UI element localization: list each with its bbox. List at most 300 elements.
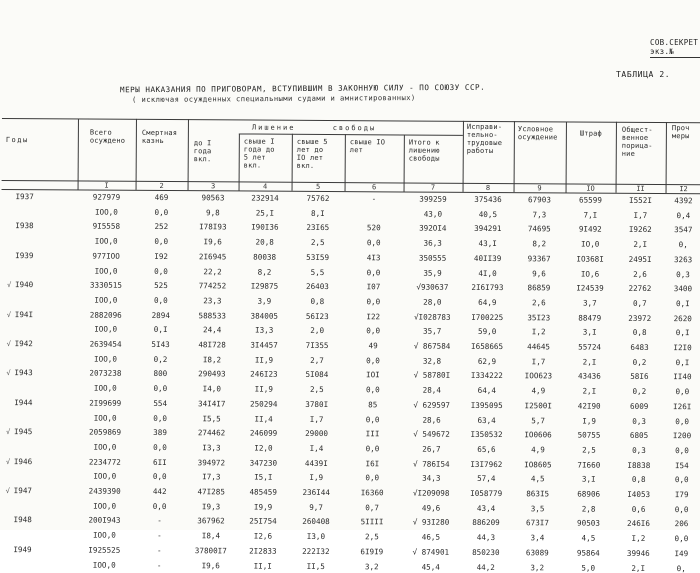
table-cell-count: √ 93I280 xyxy=(401,518,460,527)
header-c6-l2: лет xyxy=(350,146,385,154)
header-c8 xyxy=(467,123,503,155)
table-cell-count: IO8605 xyxy=(512,460,564,469)
table-cell-percent: 0,I xyxy=(665,328,700,337)
table-cell-count: 392OI4 xyxy=(403,224,462,233)
table-cell-count: 485459 xyxy=(237,487,290,496)
header-total-l1: Всего xyxy=(90,129,125,137)
table-cell-count: - xyxy=(344,194,403,203)
year-label xyxy=(6,427,32,436)
table-cell-count: √I028783 xyxy=(403,312,462,321)
year-text: I940 xyxy=(15,280,33,289)
table-cell-percent: - xyxy=(133,531,185,540)
check-mark: √ xyxy=(6,458,14,466)
table-cell-percent: 0,0 xyxy=(664,475,700,484)
table-cell-percent: 36,3 xyxy=(403,239,462,248)
table-cell-count: 9I492 xyxy=(565,225,615,234)
table-cell-count: 260408 xyxy=(289,517,342,526)
stamp-line-2: экз.№ xyxy=(650,47,700,58)
column-numbers-row xyxy=(2,114,700,118)
table-cell-count: 75762 xyxy=(291,194,344,203)
header-c7-l2: лишению xyxy=(409,146,440,154)
table-cell-percent: I2,0 xyxy=(237,443,290,452)
table-cell-percent: IOO,0 xyxy=(76,472,134,481)
table-cell-percent: 0,I xyxy=(665,299,700,308)
table-cell-count: 274462 xyxy=(186,428,237,437)
table-cell-count: √ 549672 xyxy=(402,430,461,439)
table-cell-count: 4I3 xyxy=(344,253,403,262)
table-cell-count: 2439390 xyxy=(76,486,134,495)
table-cell-count: - xyxy=(133,546,185,555)
table-cell-percent: I9,6 xyxy=(187,237,238,246)
table-cell-percent: 2,I xyxy=(615,240,665,249)
table-cell-count: 40II39 xyxy=(462,254,513,263)
table-cell-percent: 0,0 xyxy=(135,296,187,305)
table-cell-count: I350532 xyxy=(461,430,512,439)
table-cell-percent: 0,I xyxy=(664,358,700,367)
column-number: II xyxy=(616,185,666,193)
table-cell-percent: 2,6 xyxy=(513,298,565,307)
table-cell-percent: 59,0 xyxy=(462,327,513,336)
year-label xyxy=(6,398,32,407)
table-cell-percent: I2,6 xyxy=(236,532,289,541)
table-cell-percent: 8,2 xyxy=(513,239,565,248)
header-c7-l3: свободы xyxy=(409,154,440,162)
table-cell-percent: 2,5 xyxy=(290,385,343,394)
header-c8-l3: трудовые xyxy=(467,139,502,147)
table-cell-percent: 25,I xyxy=(238,208,291,217)
column-number: I xyxy=(78,181,136,189)
table-cell-percent: 46,5 xyxy=(401,533,460,542)
table-cell-count: 394972 xyxy=(186,458,237,467)
table-cell-percent: I8,2 xyxy=(186,355,237,364)
table-cell-percent: 0,0 xyxy=(343,385,402,394)
col-divider xyxy=(566,121,567,192)
header-c4 xyxy=(244,137,275,169)
header-c10 xyxy=(580,130,602,138)
table-cell-count: 347230 xyxy=(237,458,290,467)
header-c9 xyxy=(518,125,558,141)
table-cell-percent: I3,3 xyxy=(186,443,237,452)
table-cell-percent: I,2 xyxy=(613,534,663,543)
year-label xyxy=(5,515,31,524)
table-cell-percent: 2,8 xyxy=(564,504,614,513)
table-cell-percent: I3,3 xyxy=(238,326,291,335)
table-cell-count: 25I754 xyxy=(236,517,289,526)
table-cell-count: 55724 xyxy=(565,342,615,351)
table-cell-percent: 3,I xyxy=(564,475,614,484)
table-cell-count: 2I99699 xyxy=(76,398,134,407)
table-cell-percent: 0,2 xyxy=(614,357,664,366)
table-cell-percent: 3,I xyxy=(565,328,615,337)
year-text: I945 xyxy=(14,427,32,436)
table-cell-percent: II,9 xyxy=(237,385,290,394)
table-cell-count: √ 629597 xyxy=(402,400,461,409)
table-cell-count: I2I0 xyxy=(665,343,700,352)
table-cell-percent: 0,8 xyxy=(615,328,665,337)
header-c5 xyxy=(297,138,328,170)
table-cell-percent: 4,5 xyxy=(512,474,564,483)
table-cell-count: I552I xyxy=(615,196,665,205)
year-text: I948 xyxy=(13,515,31,524)
col-divider xyxy=(136,119,137,190)
table-cell-count: I78I93 xyxy=(187,223,238,232)
table-cell-count: 88479 xyxy=(565,313,615,322)
table-cell-count: I22 xyxy=(344,312,403,321)
year-text: I937 xyxy=(15,192,33,201)
table-cell-count: I90I36 xyxy=(238,223,291,232)
table-cell-percent: 9,7 xyxy=(290,502,343,511)
table-cell-percent: IOO,0 xyxy=(77,295,135,304)
table-cell-percent: 3,7 xyxy=(565,298,615,307)
table-cell-count: 93367 xyxy=(513,254,565,263)
check-mark: √ xyxy=(7,340,15,348)
table-cell-percent: 0,0 xyxy=(664,387,700,396)
table-cell-count: I9262 xyxy=(615,225,665,234)
table-cell-percent: I,7 xyxy=(615,210,665,219)
table-cell-percent: 4,9 xyxy=(512,445,564,454)
header-c7-l1: Итого к xyxy=(409,138,440,146)
table-cell-percent: 9,6 xyxy=(513,269,565,278)
table-cell-percent: 65,6 xyxy=(461,445,512,454)
table-cell-percent: II,5 xyxy=(289,561,342,570)
table-cell-percent: I9,6 xyxy=(185,561,236,570)
table-cell-count: I925525 xyxy=(75,545,133,554)
table-cell-count: 3330515 xyxy=(77,281,135,290)
year-text: I939 xyxy=(15,251,33,260)
table-cell-percent: IO,0 xyxy=(565,240,615,249)
table-cell-percent: 5,5 xyxy=(291,267,344,276)
header-c11-l1: Общест- xyxy=(622,126,653,134)
table-cell-percent: I3,0 xyxy=(289,532,342,541)
table-cell-count: 6I9I9 xyxy=(342,547,401,556)
table-cell-percent: IOO,0 xyxy=(76,384,134,393)
table-cell-percent: 45,4 xyxy=(401,562,460,571)
table-cell-percent: 22,2 xyxy=(187,267,238,276)
table-cell-percent: IOO,0 xyxy=(76,442,134,451)
check-mark: √ xyxy=(6,487,14,495)
col-divider xyxy=(666,122,667,193)
table-cell-percent: I,9 xyxy=(290,473,343,482)
table-cell-percent: 35,7 xyxy=(403,327,462,336)
table-cell-percent: IO,6 xyxy=(565,269,615,278)
table-cell-count: 384005 xyxy=(238,311,291,320)
table-cell-percent: 57,4 xyxy=(461,474,512,483)
table-cell-percent: 24,4 xyxy=(187,325,238,334)
table-cell-count: 58I6 xyxy=(614,372,664,381)
table-cell-percent: 4I,0 xyxy=(462,268,513,277)
table-cell-count: 6805 xyxy=(614,431,664,440)
table-cell-count: 5I084 xyxy=(290,370,343,379)
table-cell-count: 5I43 xyxy=(135,340,187,349)
header-c12-l1: Проч xyxy=(672,124,690,132)
table-cell-percent: 0,0 xyxy=(134,413,186,422)
table-cell-count: 85 xyxy=(343,400,402,409)
column-number: I2 xyxy=(666,185,700,193)
table-cell-percent: 62,9 xyxy=(461,356,512,365)
table-cell-count: 206 xyxy=(663,519,699,528)
table-cell-percent: 3,5 xyxy=(512,504,564,513)
header-death-l1: Смертная xyxy=(142,129,177,137)
table-cell-count: √ 58780I xyxy=(402,371,461,380)
table-cell-count: 2882096 xyxy=(77,310,135,319)
table-cell-count: 673I7 xyxy=(511,519,563,528)
table-cell-percent: 0,0 xyxy=(134,384,186,393)
table-cell-percent: 0,0 xyxy=(343,356,402,365)
page-subtitle: ( исключая осужденных специальными судами и амнистированных) xyxy=(132,93,416,104)
table-top-rule xyxy=(2,118,700,123)
table-cell-count: 222I32 xyxy=(289,547,342,556)
table-cell-count: 3780I xyxy=(290,400,343,409)
table-cell-percent: II,4 xyxy=(237,414,290,423)
table-cell-percent: 0,0 xyxy=(343,444,402,453)
header-c4-l4: вкл. xyxy=(244,161,275,169)
table-cell-count: 90503 xyxy=(563,519,613,528)
col-divider xyxy=(463,121,464,192)
header-years: Годы xyxy=(6,136,29,144)
table-cell-count: 42I90 xyxy=(564,401,614,410)
table-cell-percent: 2,I xyxy=(613,563,663,572)
table-cell-percent: 32,8 xyxy=(402,356,461,365)
table-cell-count: 56I23 xyxy=(291,311,344,320)
year-label xyxy=(6,457,32,466)
table-cell-percent: 0,0 xyxy=(134,443,186,452)
table-cell-count: I49 xyxy=(663,549,699,558)
table-cell-count: 2234772 xyxy=(76,457,134,466)
check-mark: √ xyxy=(7,311,15,319)
table-cell-count: 49 xyxy=(344,341,403,350)
table-cell-count: 520 xyxy=(344,223,403,232)
table-cell-count: 246I23 xyxy=(237,370,290,379)
table-cell-percent: I5,5 xyxy=(186,414,237,423)
table-cell-count: 4439I xyxy=(290,458,343,467)
table-cell-percent: 0,0 xyxy=(664,505,700,514)
header-c9-l1: Условное xyxy=(518,125,558,133)
table-cell-count: 22762 xyxy=(615,284,665,293)
table-cell-count: 2I6I793 xyxy=(462,283,513,292)
table-cell-percent: IOO,0 xyxy=(76,413,134,422)
table-cell-count: 86859 xyxy=(513,283,565,292)
header-c11 xyxy=(622,126,653,158)
header-c11-l3: порица- xyxy=(622,142,653,150)
header-c3-l1: до I xyxy=(194,139,212,147)
table-cell-percent: 0,0 xyxy=(663,534,699,543)
header-c8-l1: Исправи- xyxy=(467,123,502,131)
table-cell-count: 554 xyxy=(134,399,186,408)
table-cell-count: 850230 xyxy=(460,548,511,557)
year-text: I944 xyxy=(14,398,32,407)
header-lishenie: Лишение свободы xyxy=(252,124,376,133)
table-cell-count: 232914 xyxy=(238,193,291,202)
table-cell-count: 39946 xyxy=(613,549,663,558)
table-cell-percent: 0,0 xyxy=(135,208,187,217)
table-cell-count: 7I355 xyxy=(291,341,344,350)
table-cell-percent: 3,4 xyxy=(511,533,563,542)
table-cell-count: 5IIII xyxy=(342,517,401,526)
table-cell-count: 290493 xyxy=(186,370,237,379)
table-cell-count: I6I xyxy=(343,459,402,468)
table-cell-percent: 4,9 xyxy=(512,386,564,395)
table-cell-count: I92 xyxy=(135,252,187,261)
table-cell-count: 977IOO xyxy=(77,251,135,260)
table-cell-count: 3547 xyxy=(665,225,700,234)
header-c7 xyxy=(409,138,440,162)
year-text: I938 xyxy=(15,221,33,230)
table-cell-count: 23I65 xyxy=(291,223,344,232)
table-cell-count: 6483 xyxy=(615,343,665,352)
year-label xyxy=(6,368,32,377)
year-label xyxy=(6,486,32,495)
table-cell-count: I2500I xyxy=(512,401,564,410)
table-cell-percent: IOO,0 xyxy=(77,266,135,275)
column-number: 6 xyxy=(345,183,404,191)
header-c12 xyxy=(672,124,690,140)
table-cell-count: III xyxy=(343,429,402,438)
table-cell-count: I4053 xyxy=(614,490,664,499)
table-cell-percent: 2,I xyxy=(564,387,614,396)
table-cell-count: 26403 xyxy=(291,282,344,291)
year-label xyxy=(7,310,33,319)
column-number: 4 xyxy=(239,182,292,190)
table-cell-count: 6II xyxy=(134,457,186,466)
table-cell-percent: 0, xyxy=(663,564,699,573)
table-cell-count: 2620 xyxy=(665,314,700,323)
table-cell-percent: 3,9 xyxy=(238,296,291,305)
table-cell-percent: - xyxy=(133,560,185,569)
table-cell-count: 53I59 xyxy=(291,253,344,262)
table-cell-percent: 2,5 xyxy=(564,445,614,454)
year-label xyxy=(7,251,33,260)
table-cell-percent: 0,0 xyxy=(343,415,402,424)
header-c3-l2: года xyxy=(194,147,212,155)
header-c6-l1: свыше IO xyxy=(350,138,385,146)
table-cell-percent: 0,0 xyxy=(134,501,186,510)
table-cell-percent: IOO,0 xyxy=(76,354,134,363)
year-text: I94I xyxy=(15,310,33,319)
table-cell-count: I395095 xyxy=(461,401,512,410)
table-cell-percent: 0,0 xyxy=(343,473,402,482)
table-cell-count: 23972 xyxy=(615,313,665,322)
table-cell-count: 47I285 xyxy=(186,487,237,496)
header-total xyxy=(90,129,125,145)
table-cell-percent: IOO,0 xyxy=(77,237,135,246)
year-text: I946 xyxy=(14,457,32,466)
table-cell-percent: I,7 xyxy=(512,357,564,366)
table-cell-count: 3400 xyxy=(665,284,700,293)
table-cell-percent: 7,I xyxy=(565,210,615,219)
table-cell-count: 927979 xyxy=(77,192,135,201)
table-cell-count: 68906 xyxy=(564,489,614,498)
table-cell-count: 246099 xyxy=(237,429,290,438)
table-cell-percent: 2,I xyxy=(564,357,614,366)
col-divider xyxy=(616,122,617,193)
year-label xyxy=(7,339,33,348)
table-cell-count: IOI xyxy=(343,370,402,379)
table-cell-count: 7I660 xyxy=(564,460,614,469)
table-cell-percent: 4,5 xyxy=(563,534,613,543)
column-number: 3 xyxy=(188,182,239,190)
header-c8-l4: работы xyxy=(467,147,502,155)
column-number: 5 xyxy=(292,183,345,191)
table-cell-percent: 2,5 xyxy=(342,532,401,541)
header-c8-l2: тельно- xyxy=(467,131,502,139)
year-text: I947 xyxy=(14,486,32,495)
header-c6 xyxy=(350,138,385,154)
check-mark: √ xyxy=(6,369,14,377)
table-cell-count: 2I2833 xyxy=(236,546,289,555)
year-text: I949 xyxy=(13,545,31,554)
table-cell-percent: 0,0 xyxy=(135,237,187,246)
table-cell-count: 2059869 xyxy=(76,428,134,437)
table-cell-count: 67903 xyxy=(513,195,565,204)
table-cell-percent: 43,I xyxy=(462,239,513,248)
table-cell-percent: IOO,0 xyxy=(77,207,135,216)
table-cell-percent: 5,7 xyxy=(512,416,564,425)
header-c11-l4: ние xyxy=(622,150,653,158)
table-cell-percent: 0,0 xyxy=(664,417,700,426)
table-cell-percent: 0,8 xyxy=(614,475,664,484)
year-text: I943 xyxy=(14,368,32,377)
check-mark: √ xyxy=(7,281,15,289)
table-cell-count: 37800I7 xyxy=(185,546,236,555)
check-mark: √ xyxy=(6,428,14,436)
table-cell-percent: 7,3 xyxy=(513,210,565,219)
table-cell-percent: 20,8 xyxy=(238,238,291,247)
table-cell-count: 350555 xyxy=(403,253,462,262)
table-cell-percent: 3,2 xyxy=(342,562,401,571)
table-cell-count: 48I728 xyxy=(187,340,238,349)
table-cell-percent: 0,0 xyxy=(344,297,403,306)
table-cell-count: 588533 xyxy=(187,311,238,320)
table-cell-count: 65599 xyxy=(565,195,615,204)
table-cell-percent: II,9 xyxy=(237,355,290,364)
table-cell-percent: II,I xyxy=(236,561,289,570)
table-cell-percent: 23,3 xyxy=(187,296,238,305)
lishenie-rule xyxy=(239,133,463,135)
table-cell-percent: 0,0 xyxy=(664,446,700,455)
table-cell-percent: 40,5 xyxy=(462,210,513,219)
table-cell-percent: I9,9 xyxy=(237,502,290,511)
header-c3 xyxy=(194,139,212,163)
table-cell-count: 3263 xyxy=(665,255,700,264)
table-cell-percent: 0,4 xyxy=(665,211,700,220)
table-cell-count: 74695 xyxy=(513,225,565,234)
header-c9-l2: осуждение xyxy=(518,133,558,141)
table-cell-percent: 43,0 xyxy=(403,209,462,218)
table-cell-count: √ 867584 xyxy=(403,341,462,350)
table-cell-count: I200 xyxy=(664,431,700,440)
table-cell-count: 246I6 xyxy=(613,519,663,528)
table-cell-count: 9I5558 xyxy=(77,222,135,231)
table-cell-count: 44645 xyxy=(513,342,565,351)
year-label xyxy=(7,221,33,230)
year-label xyxy=(7,192,33,201)
table-cell-count: √ 786I54 xyxy=(402,459,461,468)
table-cell-count: 2639454 xyxy=(77,339,135,348)
table-cell-percent: 0,0 xyxy=(344,326,403,335)
table-cell-count: 389 xyxy=(134,428,186,437)
secrecy-stamp xyxy=(650,38,700,58)
table-cell-percent: I9,3 xyxy=(186,502,237,511)
header-c5-l1: свыше 5 xyxy=(297,138,328,146)
table-cell-percent: 28,4 xyxy=(402,386,461,395)
table-cell-percent: IOO,0 xyxy=(75,560,133,569)
table-cell-percent: I,4 xyxy=(290,444,343,453)
col-divider xyxy=(514,121,515,192)
table-cell-count: 2894 xyxy=(135,310,187,319)
table-cell-count: √930637 xyxy=(403,283,462,292)
header-c4-l2: года до xyxy=(244,145,275,153)
stamp-line-1: СОВ.СЕКРЕТ xyxy=(650,38,700,47)
